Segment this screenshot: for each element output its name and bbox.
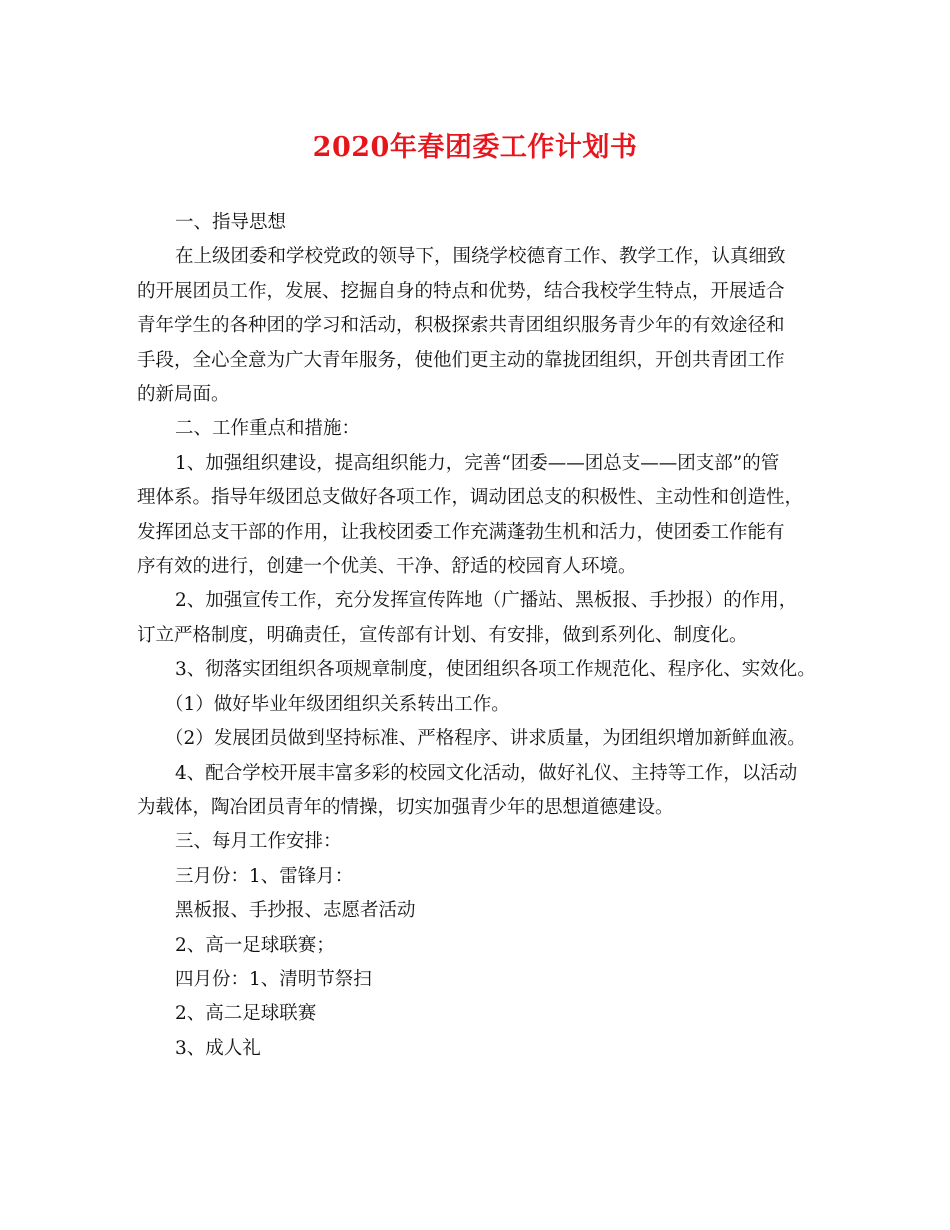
document-line: 订立严格制度，明确责任，宣传部有计划、有安排，做到系列化、制度化。 [137,624,748,646]
document-line: 黑板报、手抄报、志愿者活动 [175,900,416,922]
document-body [137,206,817,1066]
document-line: 二、工作重点和措施： [175,418,361,440]
document-line: 2、高二足球联赛 [175,1003,317,1025]
document-line: 理体系。指导年级团总支做好各项工作，调动团总支的积极性、主动性和创造性， [137,487,804,509]
document-line: 2、加强宣传工作，充分发挥宣传阵地（广播站、黑板报、手抄报）的作用， [175,590,798,612]
document-line: 发挥团总支干部的作用，让我校团委工作充满蓬勃生机和活力，使团委工作能有 [137,521,785,543]
document-line: 的新局面。 [137,384,230,406]
document-line: 三、每月工作安排： [175,831,342,853]
document-line: 2、高一足球联赛； [175,934,335,956]
document-line: 手段，全心全意为广大青年服务，使他们更主动的靠拢团组织，开创共青团工作 [137,349,785,371]
document-line: 一、指导思想 [175,212,287,233]
document-line: （2）发展团员做到坚持标准、严格程序、讲求质量，为团组织增加新鲜血液。 [165,728,806,750]
document-line: 序有效的进行，创建一个优美、干净、舒适的校园育人环境。 [137,556,637,578]
document-line: 为载体，陶冶团员青年的情操，切实加强青少年的思想道德建设。 [137,796,674,818]
document-line: （1）做好毕业年级团组织关系转出工作。 [165,693,510,715]
document-line: 三月份：1、雷锋月： [175,865,354,887]
document-line: 3、成人礼 [175,1037,261,1059]
document-line: 1、加强组织建设，提高组织能力，完善“团委——团总支——团支部”的管 [175,452,780,474]
document-title: 2020年春团委工作计划书 [312,132,638,163]
document-line: 4、配合学校开展丰富多彩的校园文化活动，做好礼仪、主持等工作，以活动 [175,762,798,784]
document-line: 3、彻落实团组织各项规章制度，使团组织各项工作规范化、程序化、实效化。 [175,659,816,681]
document-line: 四月份：1、清明节祭扫 [175,968,372,990]
document-line: 的开展团员工作，发展、挖掘自身的特点和优势，结合我校学生特点，开展适合 [137,280,785,302]
document-line: 青年学生的各种团的学习和活动，积极探索共青团组织服务青少年的有效途径和 [137,315,785,337]
document-line: 在上级团委和学校党政的领导下，围绕学校德育工作、教学工作，认真细致 [175,246,786,268]
